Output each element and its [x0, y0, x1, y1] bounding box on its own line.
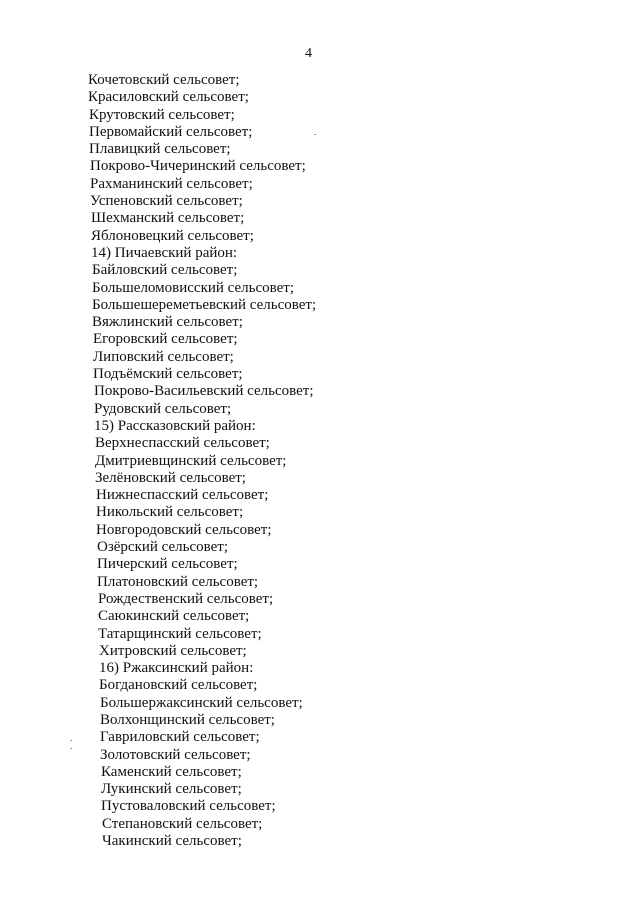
- text-line: Успеновский сельсовет;: [90, 193, 243, 210]
- scan-speck: [314, 134, 316, 135]
- text-line: Платоновский сельсовет;: [97, 573, 259, 590]
- text-line: Дмитриевщинский сельсовет;: [95, 452, 287, 469]
- text-line: Озёрский сельсовет;: [97, 539, 229, 556]
- text-line: Красиловский сельсовет;: [88, 89, 249, 106]
- text-line: Егоровский сельсовет;: [93, 331, 238, 348]
- text-line: Плавицкий сельсовет;: [89, 141, 231, 158]
- scan-speck: [70, 740, 72, 741]
- text-line: Вяжлинский сельсовет;: [92, 314, 243, 331]
- text-line: Саюкинский сельсовет;: [98, 608, 250, 625]
- text-line: Хитровский сельсовет;: [99, 642, 247, 659]
- text-line: Крутовский сельсовет;: [89, 106, 235, 123]
- text-line: Гавриловский сельсовет;: [100, 729, 260, 746]
- text-line: Покрово-Чичеринский сельсовет;: [90, 158, 306, 175]
- text-line: Татарщинский сельсовет;: [98, 625, 262, 642]
- text-line: Нижнеспасский сельсовет;: [96, 487, 269, 504]
- text-line: Верхнеспасский сельсовет;: [95, 435, 270, 452]
- text-line: Новгородовский сельсовет;: [96, 521, 272, 538]
- text-line: Зелёновский сельсовет;: [95, 469, 246, 486]
- text-line: Шехманский сельсовет;: [91, 210, 245, 227]
- text-line: 15) Рассказовский район:: [94, 417, 256, 434]
- text-line: Большеломовисский сельсовет;: [92, 279, 295, 296]
- scan-speck: [70, 748, 72, 749]
- page-number: 4: [305, 46, 312, 61]
- text-line: Чакинский сельсовет;: [102, 833, 242, 850]
- text-line: Покрово-Васильевский сельсовет;: [94, 383, 314, 400]
- text-line: Большешереметьевский сельсовет;: [92, 296, 317, 313]
- text-line: Волхонщинский сельсовет;: [100, 711, 275, 728]
- text-line: Степановский сельсовет;: [102, 815, 263, 832]
- text-line: Большержаксинский сельсовет;: [100, 694, 303, 711]
- text-lines: [0, 72, 316, 850]
- text-line: Каменский сельсовет;: [101, 763, 242, 780]
- text-line: Богдановский сельсовет;: [99, 677, 258, 694]
- text-line: Липовский сельсовет;: [93, 348, 234, 365]
- text-line: 16) Ржаксинский район:: [99, 660, 254, 677]
- text-line: Яблоновецкий сельсовет;: [91, 227, 254, 244]
- text-line: Лукинский сельсовет;: [101, 781, 242, 798]
- text-line: Золотовский сельсовет;: [100, 746, 251, 763]
- text-line: Рождественский сельсовет;: [98, 590, 274, 607]
- text-line: Первомайский сельсовет;: [89, 123, 253, 140]
- text-line: 14) Пичаевский район:: [91, 244, 238, 261]
- text-line: Кочетовский сельсовет;: [88, 72, 240, 88]
- text-line: Рахманинский сельсовет;: [90, 175, 253, 192]
- text-line: Рудовский сельсовет;: [94, 400, 232, 417]
- text-line: Байловский сельсовет;: [92, 262, 238, 279]
- text-line: Никольский сельсовет;: [96, 504, 244, 521]
- text-line: Подъёмский сельсовет;: [93, 366, 243, 383]
- text-line: Пустоваловский сельсовет;: [101, 798, 276, 815]
- text-line: Пичерский сельсовет;: [97, 556, 238, 573]
